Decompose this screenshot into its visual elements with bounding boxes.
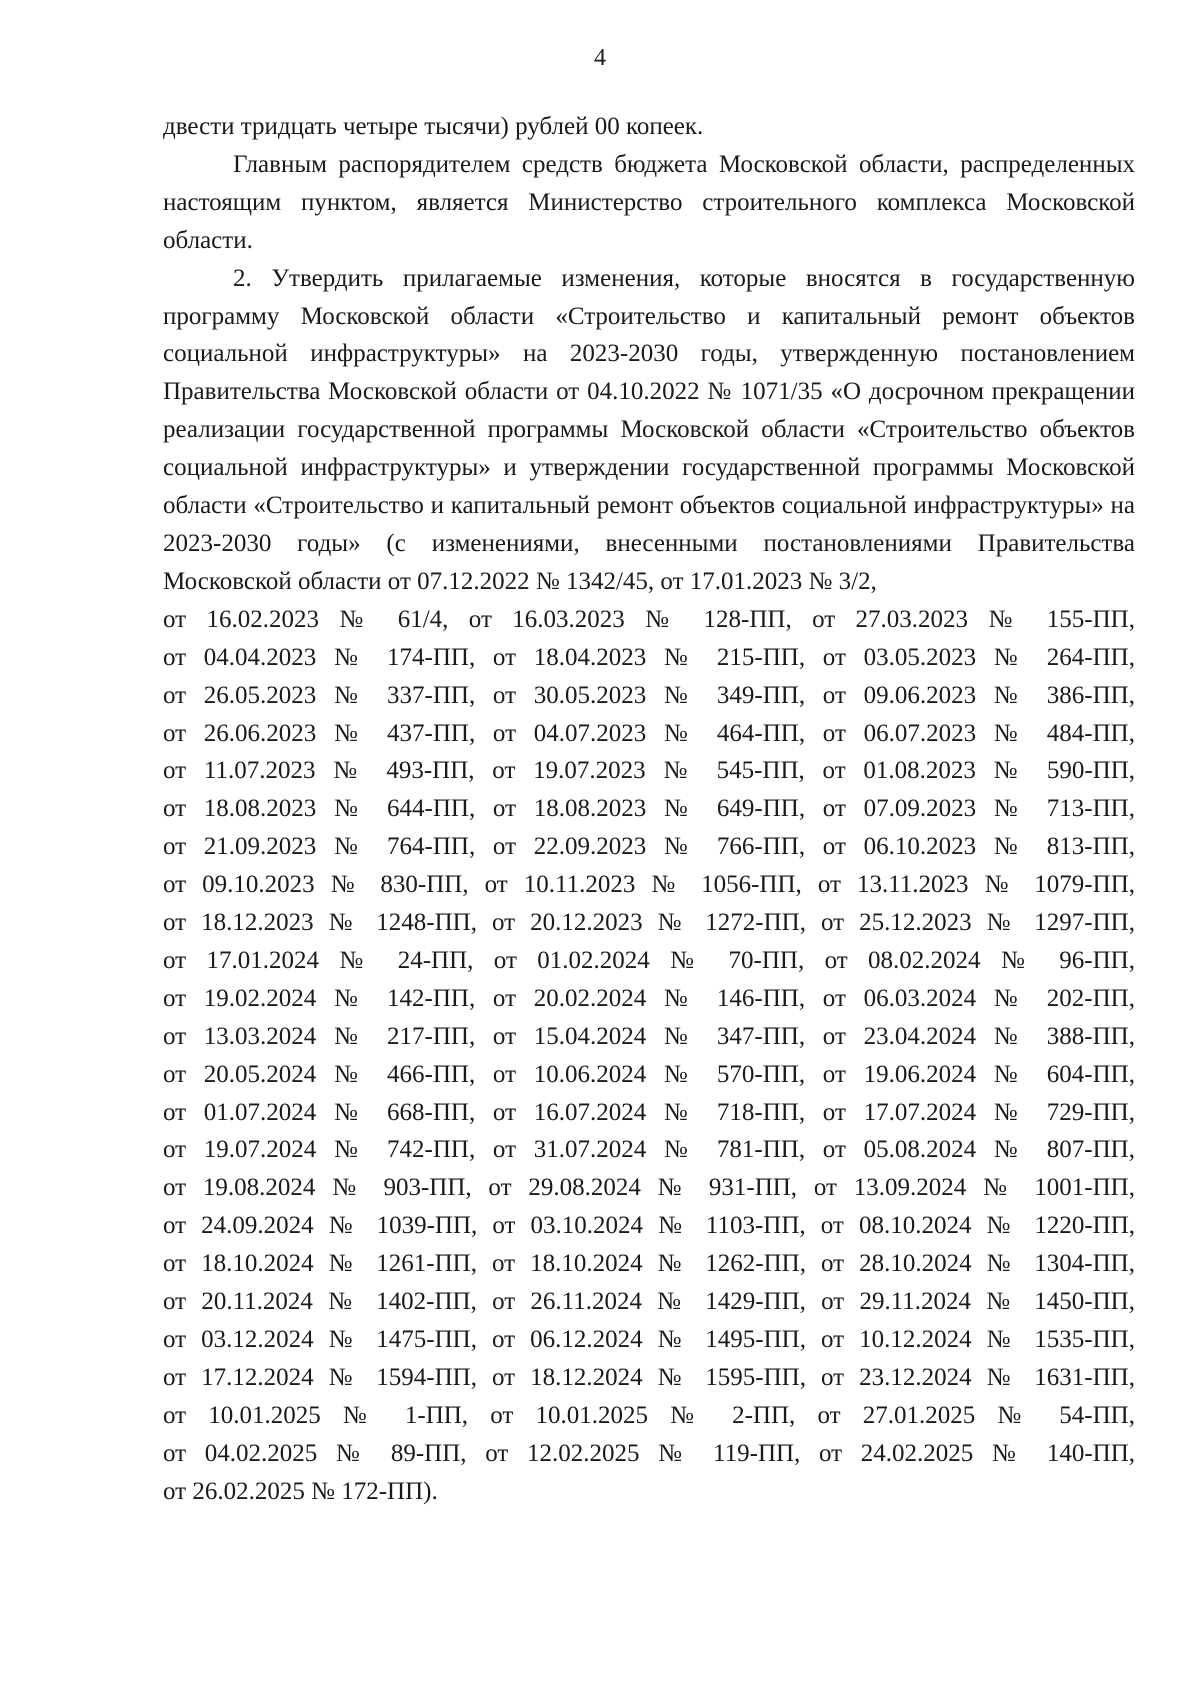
amendment-line: от 10.01.2025 № 1-ПП, от 10.01.2025 № 2-ПП, от 27.01.2025 № 54-ПП, [163, 1401, 1135, 1429]
amendment-line: от 09.10.2023 № 830-ПП, от 10.11.2023 № 1056-ПП, от 13.11.2023 № 1079-ПП, [163, 871, 1135, 899]
amendment-line: от 19.08.2024 № 903-ПП, от 29.08.2024 № 931-ПП, от 13.09.2024 № 1001-ПП, [163, 1174, 1135, 1202]
amendments-list [163, 601, 1135, 1511]
paragraph-continuation: двести тридцать четыре тысячи) рублей 00 копеек. [163, 113, 704, 140]
document-body [163, 108, 1135, 1511]
amendment-line: от 13.03.2024 № 217-ПП, от 15.04.2024 № 347-ПП, от 23.04.2024 № 388-ПП, [163, 1022, 1135, 1050]
paragraph-budget-administrator: Главным распорядителем средств бюджета Московской области, распределенных настоящим пунктом, является Министерство строительного комплекса Московской области. [163, 150, 1135, 254]
amendment-line: от 26.02.2025 № 172-ПП). [163, 1477, 438, 1505]
amendment-line: от 24.09.2024 № 1039-ПП, от 03.10.2024 № 1103-ПП, от 08.10.2024 № 1220-ПП, [163, 1212, 1135, 1240]
amendment-line: от 17.01.2024 № 24-ПП, от 01.02.2024 № 70-ПП, от 08.02.2024 № 96-ПП, [163, 946, 1135, 974]
amendment-line: от 19.02.2024 № 142-ПП, от 20.02.2024 № 146-ПП, от 06.03.2024 № 202-ПП, [163, 984, 1135, 1012]
amendment-line: от 18.10.2024 № 1261-ПП, от 18.10.2024 № 1262-ПП, от 28.10.2024 № 1304-ПП, [163, 1250, 1135, 1278]
amendment-line: от 18.12.2023 № 1248-ПП, от 20.12.2023 № 1272-ПП, от 25.12.2023 № 1297-ПП, [163, 909, 1135, 937]
amendment-line: от 16.02.2023 № 61/4, от 16.03.2023 № 128-ПП, от 27.03.2023 № 155-ПП, [163, 605, 1135, 633]
amendment-line: от 17.12.2024 № 1594-ПП, от 18.12.2024 № 1595-ПП, от 23.12.2024 № 1631-ПП, [163, 1363, 1135, 1391]
amendment-line: от 11.07.2023 № 493-ПП, от 19.07.2023 № 545-ПП, от 01.08.2023 № 590-ПП, [163, 757, 1135, 785]
amendment-line: от 03.12.2024 № 1475-ПП, от 06.12.2024 № 1495-ПП, от 10.12.2024 № 1535-ПП, [163, 1326, 1135, 1353]
amendment-line: от 18.08.2023 № 644-ПП, от 18.08.2023 № 649-ПП, от 07.09.2023 № 713-ПП, [163, 795, 1135, 823]
page-number: 4 [594, 45, 606, 71]
amendment-line: от 04.04.2023 № 174-ПП, от 18.04.2023 № 215-ПП, от 03.05.2023 № 264-ПП, [163, 643, 1135, 671]
amendment-line: от 20.05.2024 № 466-ПП, от 10.06.2024 № 570-ПП, от 19.06.2024 № 604-ПП, [163, 1060, 1135, 1088]
paragraph-approve-changes: 2. Утвердить прилагаемые изменения, которые вносятся в государственную программу Московской области «Строительство и капитальный ремонт объектов социальной инфраструктуры» на 2023-2030 годы, утвержденную постановлением Правительства Московской области от 04.10.2022 № 1071/35 «О досрочном прекращении реализации государственной программы Московской области «Строительство объектов социальной инфраструктуры» и утверждении государственной программы Московской области «Строительство и капитальный ремонт объектов социальной инфраструктуры» на 2023-2030 годы» (с изменениями, внесенными постановлениями Правительства Московской области от 07.12.2022 № 1342/45, от 17.01.2023 № 3/2, [163, 264, 1135, 595]
amendment-line: от 19.07.2024 № 742-ПП, от 31.07.2024 № 781-ПП, от 05.08.2024 № 807-ПП, [163, 1136, 1135, 1164]
amendment-line: от 26.06.2023 № 437-ПП, от 04.07.2023 № 464-ПП, от 06.07.2023 № 484-ПП, [163, 719, 1135, 747]
amendment-line: от 21.09.2023 № 764-ПП, от 22.09.2023 № 766-ПП, от 06.10.2023 № 813-ПП, [163, 833, 1135, 861]
amendment-line: от 01.07.2024 № 668-ПП, от 16.07.2024 № 718-ПП, от 17.07.2024 № 729-ПП, [163, 1098, 1135, 1126]
amendment-line: от 26.05.2023 № 337-ПП, от 30.05.2023 № 349-ПП, от 09.06.2023 № 386-ПП, [163, 681, 1135, 709]
amendment-line: от 04.02.2025 № 89-ПП, от 12.02.2025 № 119-ПП, от 24.02.2025 № 140-ПП, [163, 1439, 1135, 1467]
amendment-line: от 20.11.2024 № 1402-ПП, от 26.11.2024 № 1429-ПП, от 29.11.2024 № 1450-ПП, [163, 1288, 1135, 1316]
